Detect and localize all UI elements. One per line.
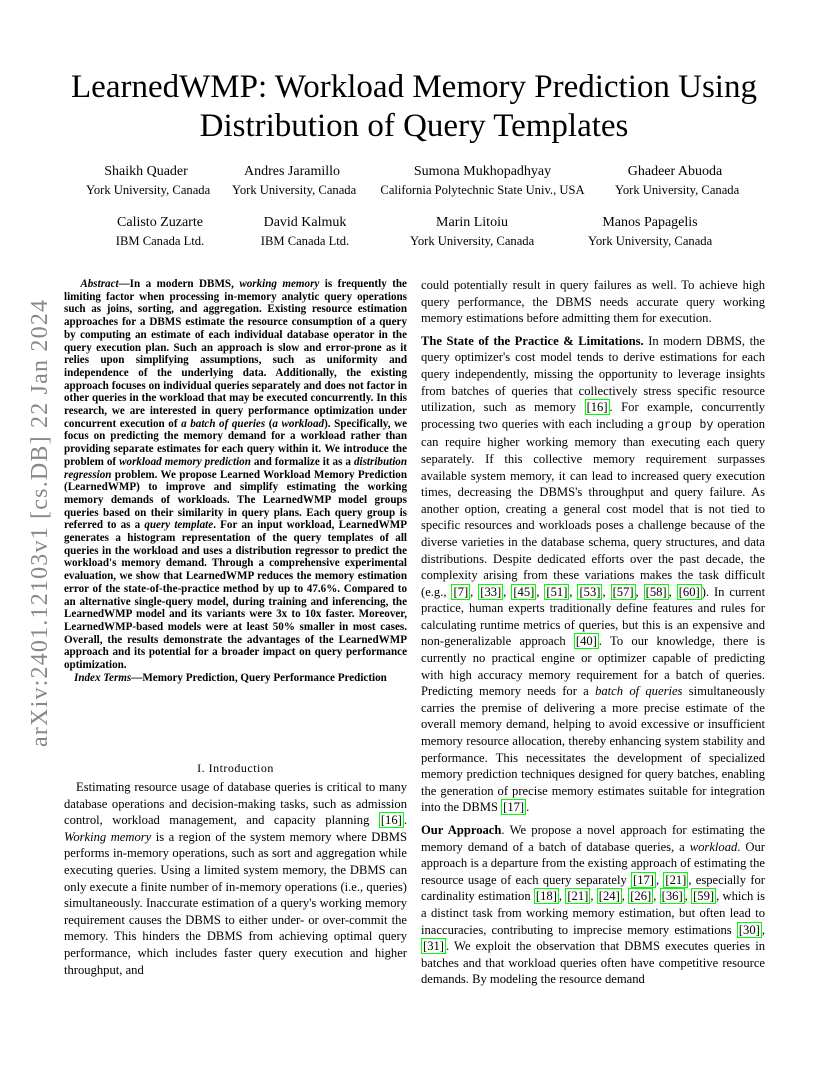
author-name: Manos Papagelis (602, 215, 698, 230)
paragraph-state-of-practice: The State of the Practice & Limitations. In modern DBMS, the query optimizer's cost model tends to derive estimations for each query independently, missing the opportunity to leverage insights from batches of queries that collectively stress specific resource utilization, such as memory [16] . For example, concurrently processing two queries with each including a group by operation can require higher working memory than executing each query separately. If this collective memory requirement surpasses available system memory, it can lead to increased query execution times, decreasing the DBMS's throughput and query failure. As another option, creating a general cost model that is not tied to specific resources and workloads poses a challenge because of the diverse varieties in the database schema, query structures, and data distributions. Despite dedicated efforts over the past decade, the complexity arising from these variations makes the task difficult (e.g., [7] , [33] , [45] , [51] , [53] , [57] , [58] , [60] ). In current practice, human experts traditionally define features and rules for calculating runtime metrics of queries, but this is an expensive and non-generalizable approach [40] . To our knowledge, there is currently no practical engine or optimizer capable of predicting with high accuracy memory requirement for a batch of queries. Predicting memory needs for a batch of queries simultaneously carries the premise of delivering a more precise estimate of the overall memory demand, helping to avoid excessive or insufficient memory resource allocation, thereby enhancing system stability and performance. This necessitates the development of specialized memory prediction techniques designed for query batches, enabling the generation of precise memory estimates suitable for integration into the DBMS [17] . (421, 333, 766, 815)
citation-link[interactable]: [26] (630, 889, 652, 904)
author-name: Marin Litoiu (436, 215, 508, 230)
abstract (64, 278, 407, 685)
author-affiliation: York University, Canada (588, 234, 713, 248)
citation-link[interactable]: [45] (513, 584, 535, 599)
citation-link[interactable]: [16] (586, 400, 608, 415)
intro-text: Estimating resource usage of database queries is critical to many database operations and decision-making tasks, such as admission control, workload management, and capacity planning [16] . Working memory is a region of the system memory where DBMS performs in-memory operations, such as sort and aggregation while executing queries. Using a limited system memory, the DBMS can only execute a finite number of in-memory operations (i.e., queries) simultaneously. Inaccurate estimation of a query's working memory requirement causes the DBMS to either under- or over-commit the memory. This hinders the DBMS from achieving optimal query performance, which includes faster query execution and higher throughput, and (64, 780, 407, 977)
citation-link[interactable]: [21] (665, 872, 687, 887)
author-name: Sumona Mukhopadhyay (413, 164, 552, 179)
arxiv-stamp: arXiv:2401.12103v1 [cs.DB] 22 Jan 2024 (27, 298, 53, 748)
citation-link[interactable]: [31] (423, 939, 444, 954)
right-column (421, 277, 765, 994)
citation-link[interactable]: [36] (661, 889, 683, 904)
author-affiliation: IBM Canada Ltd. (260, 234, 350, 248)
citation-link[interactable]: [59] (693, 889, 715, 904)
abstract-text: Abstract—In a modern DBMS, working memory is frequently the limiting factor when processing in-memory analytic query operations such as joins, sorting, and aggregation. Existing resource estimation approaches for a DBMS estimate the resource consumption of a query by computing an estimate of each individual database operator in the query execution plan. Such an approach is slow and error-prone as it relies upon simplifying assumptions, such as uniformity and independence of the underlying data. Additionally, the existing approach focuses on individual queries separately and does not factor in other queries in the workload that may be executed concurrently. In this research, we are interested in query performance optimization under concurrent execution of a batch of queries (a workload). Specifically, we focus on predicting the memory demand for a workload rather than providing separate estimates for each query within it. We introduce the problem of workload memory prediction and formalize it as a distribution regression problem. We propose Learned Workload Memory Prediction (LearnedWMP) to improve and simplify estimating the working memory demands of workloads. The LearnedWMP model groups queries based on their similarity in query plans. Each query group is referred to as a query template. For an input workload, LearnedWMP generates a histogram representation of the query templates of all queries in the workload and uses a distribution regressor to predict the workload's memory demand. Through a comprehensive experimental evaluation, we show that LearnedWMP reduces the memory estimation error of the state-of-the-practice method by up to 47.6%. Compared to an alternative single-query model, during training and inferencing, the LearnedWMP model and its variants were 3x to 10x faster. Moreover, LearnedWMP-based models were at least 50% smaller in most cases. Overall, the results demonstrate the advantages of the LearnedWMP approach and its potential for a broader impact on query performance optimization. (64, 278, 408, 672)
author-affiliation: York University, Canada (615, 183, 740, 197)
citation-link[interactable]: [60] (678, 584, 700, 599)
citation-link[interactable]: [40] (575, 634, 597, 649)
author-block (380, 163, 585, 199)
author-affiliation: California Polytechnic State Univ., USA (380, 183, 585, 197)
citation-link[interactable]: [17] (633, 872, 654, 887)
paper-title (40, 68, 788, 146)
author-affiliation: York University, Canada (410, 234, 535, 248)
paragraph-our-approach: Our Approach. We propose a novel approach for estimating the memory demand of a batch of database queries, a workload. Our approach is a departure from the existing approach of estimating the resource usage of each query separately [17] , [21] , especially for cardinality estimation [18] , [21] , [24] , [26] , [36] , [59] , which is a distinct task from working memory estimation, but often lead to inaccuracies, contributing to imprecise memory estimations [30] , [31] . We exploit the observation that DBMS executes queries in batches and that workload queries often have competitive resource demands. By modeling the resource demand (421, 823, 766, 987)
author-block (86, 163, 211, 199)
author-affiliation: IBM Canada Ltd. (115, 234, 205, 248)
title-line-1: LearnedWMP: Workload Memory Prediction Using (71, 69, 757, 105)
citation-link[interactable]: [16] (380, 813, 402, 828)
author-affiliation: York University, Canada (86, 183, 211, 197)
paragraph-continuation: could potentially result in query failures as well. To achieve high query performance, the DBMS needs accurate query working memory estimations before admitting them for execution. (421, 278, 765, 326)
citation-link[interactable]: [51] (546, 584, 568, 599)
index-terms-label: Index Terms (74, 671, 132, 684)
citation-link[interactable]: [7] (453, 584, 469, 599)
author-block (410, 214, 534, 250)
author-name: Calisto Zuzarte (117, 215, 203, 230)
citation-link[interactable]: [30] (738, 922, 760, 937)
abstract-label: Abstract (80, 278, 119, 290)
citation-link[interactable]: [53] (579, 584, 601, 599)
author-name: Andres Jaramillo (243, 164, 341, 179)
author-name: Shaikh Quader (104, 164, 188, 179)
author-block (245, 214, 365, 250)
paragraph-heading: The State of the Practice & Limitations. (421, 333, 644, 348)
citation-link[interactable]: [57] (612, 584, 634, 599)
citation-link[interactable]: [58] (645, 584, 667, 599)
author-affiliation: York University, Canada (232, 183, 357, 197)
citation-link[interactable]: [21] (567, 889, 589, 904)
author-block (615, 163, 740, 199)
author-block (100, 214, 220, 250)
citation-link[interactable]: [33] (480, 584, 502, 599)
author-block (232, 163, 357, 199)
title-line-2: Distribution of Query Templates (199, 108, 629, 144)
index-terms: Index Terms—Memory Prediction, Query Performance Prediction (74, 671, 387, 684)
author-block (588, 214, 712, 250)
inline-code: group by (657, 418, 714, 432)
intro-paragraph (64, 779, 407, 978)
section-heading-introduction: I. Introduction (197, 761, 274, 775)
author-name: Ghadeer Abuoda (627, 164, 723, 179)
citation-link[interactable]: [24] (598, 889, 620, 904)
author-name: David Kalmuk (263, 215, 347, 230)
citation-link[interactable]: [17] (503, 800, 525, 815)
citation-link[interactable]: [18] (535, 889, 557, 904)
paragraph-heading: Our Approach (421, 823, 502, 837)
